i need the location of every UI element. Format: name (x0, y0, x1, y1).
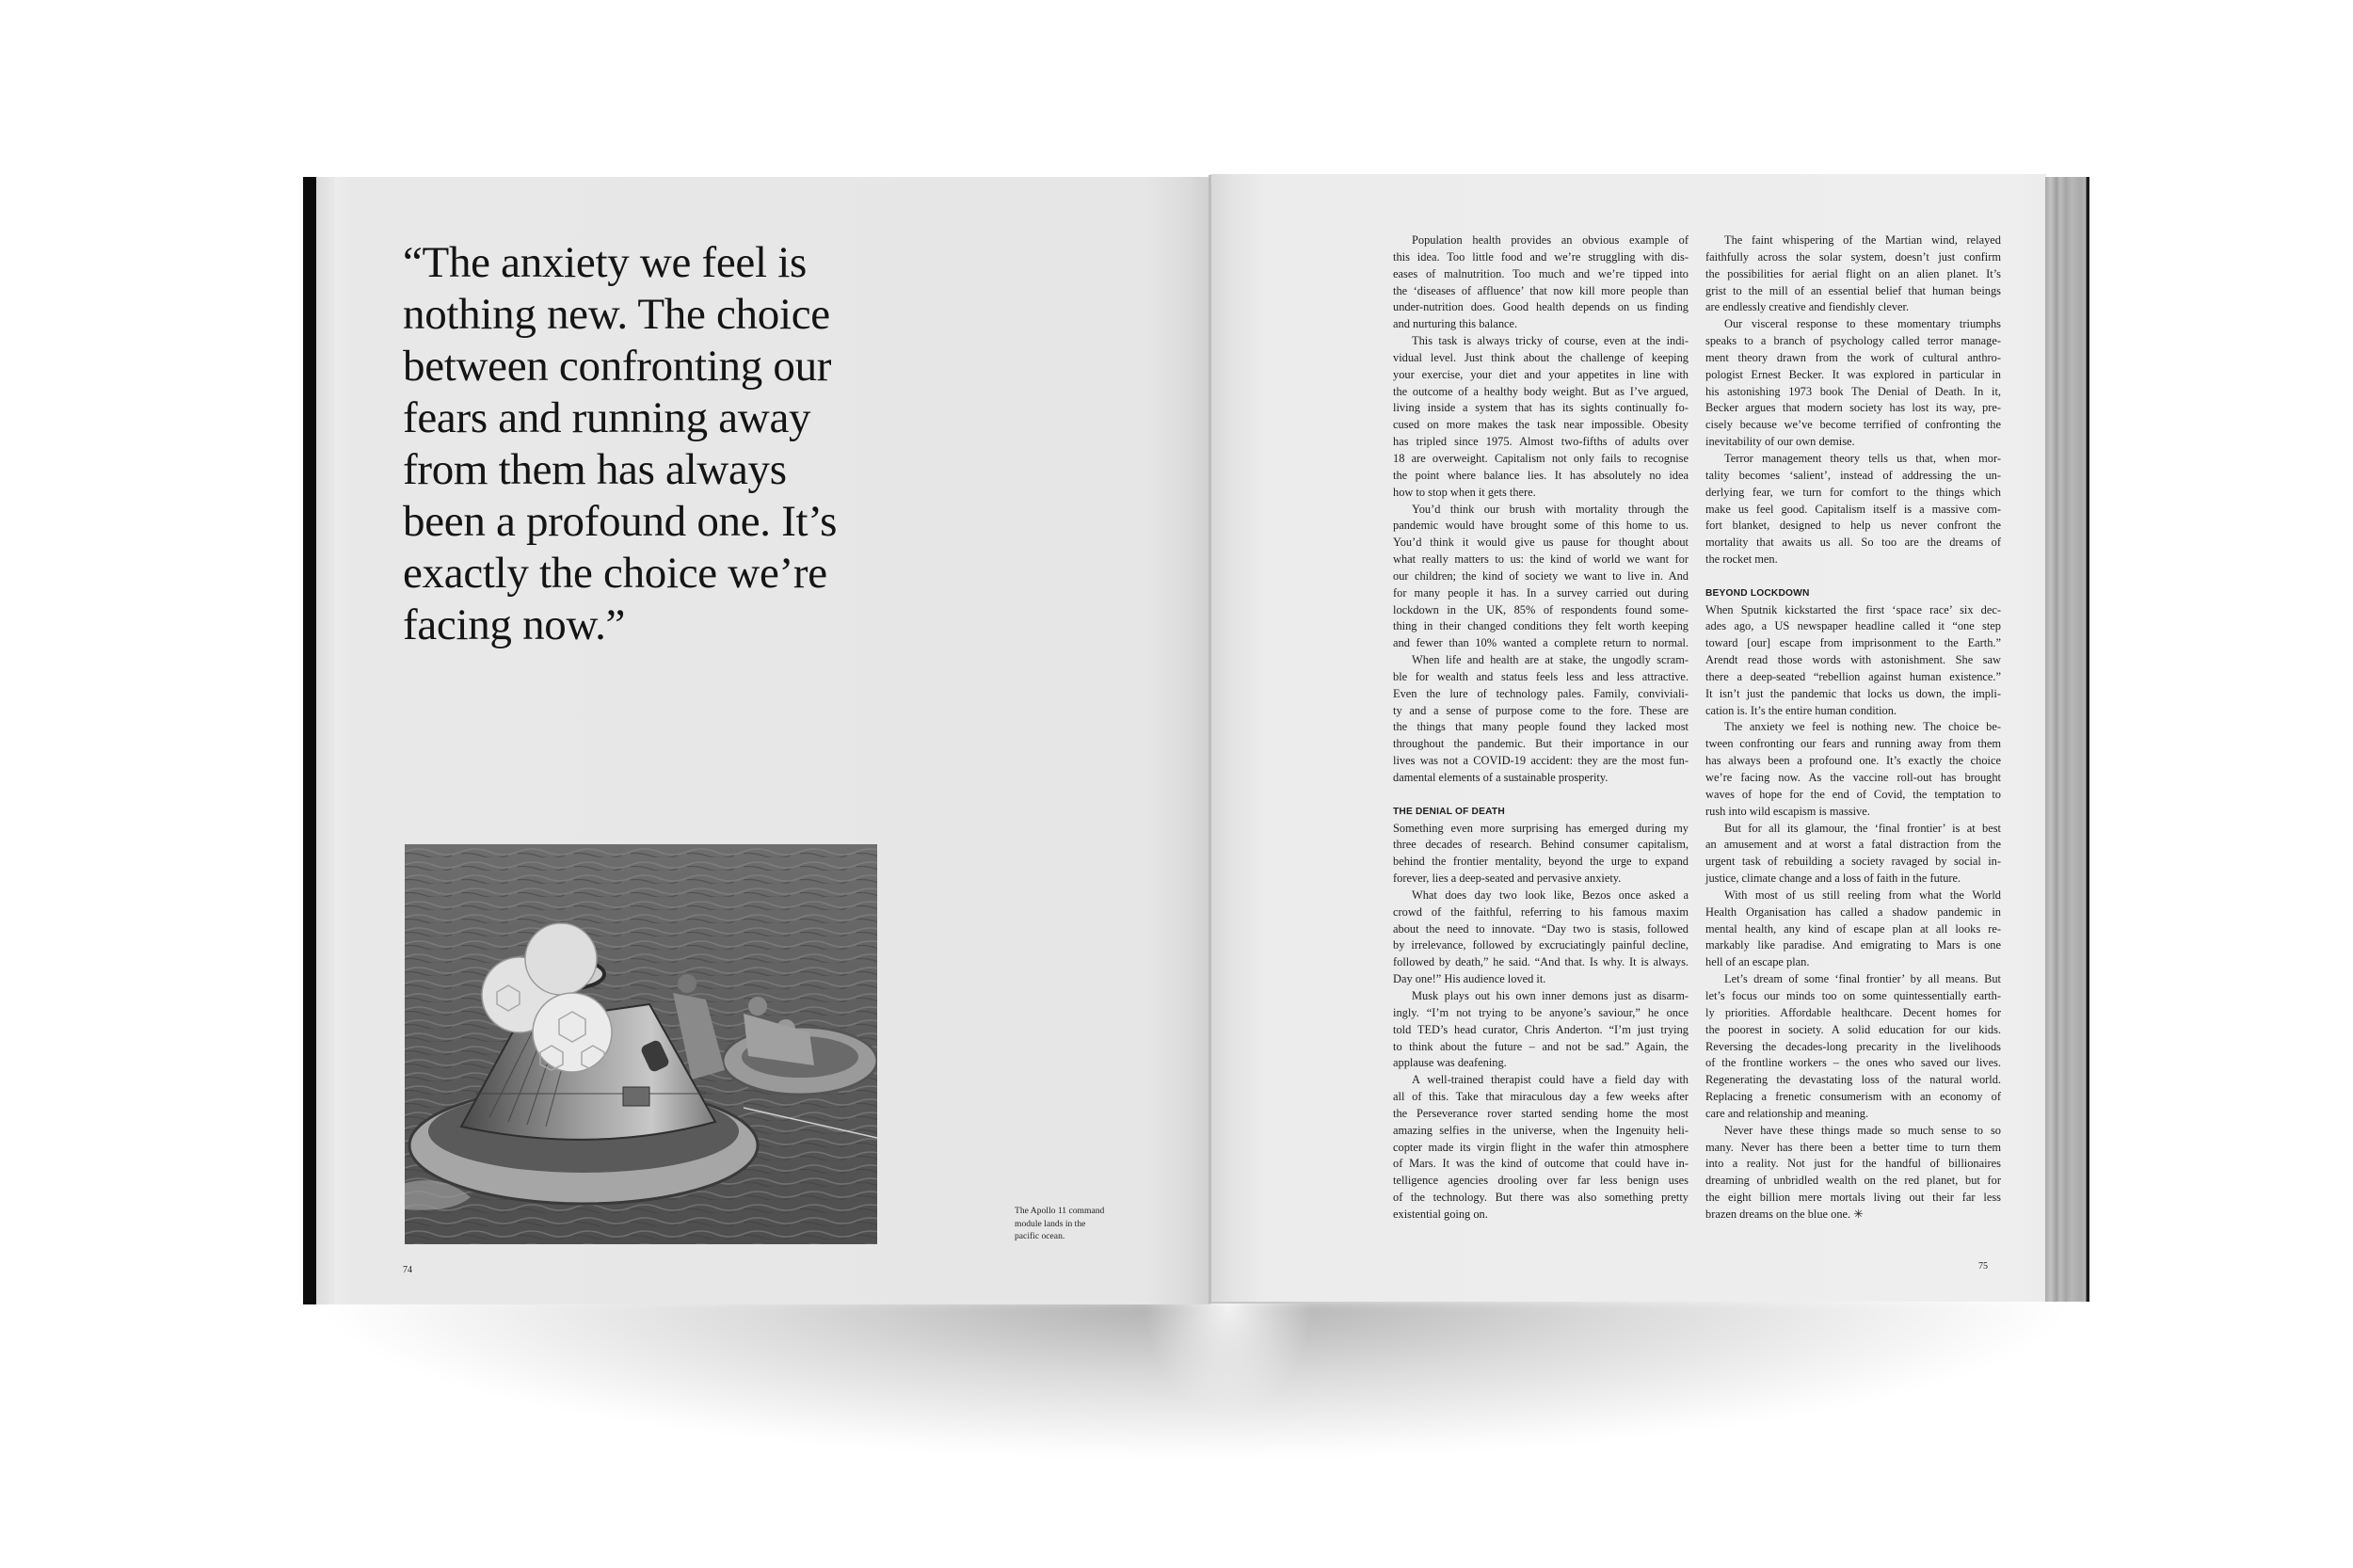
body-text-line: toward [our] escape from imprisonment to the Earth.” (1705, 636, 2001, 650)
body-text-line: of Mars. It was the kind of outcome that could have in- (1393, 1157, 1689, 1171)
body-text-line: into a reality. Not just for the handful of billionaires (1705, 1157, 2001, 1171)
body-text-line: Arendt read those words with astonishment. She saw (1705, 653, 2001, 667)
pull-quote-line: been a profound one. It’s (403, 497, 838, 546)
body-text-line: the Perseverance rover started sending home the most (1393, 1106, 1689, 1120)
body-text-line: copter made its virgin flight in the wafer thin atmosphere (1393, 1140, 1689, 1154)
body-text-line: Health Organisation has called a shadow pandemic in (1705, 904, 2001, 919)
body-text-line: ly priorities. Affordable healthcare. Decent homes for (1705, 1005, 2001, 1019)
body-text-line: You’d think it would give us pause for thought about (1393, 536, 1689, 550)
body-text-line: the things that many people found they lacked most (1393, 720, 1689, 734)
body-text-line: waves of hope for the end of Covid, the temptation to (1705, 787, 2001, 801)
body-text-line: mental health, any kind of escape plan at all looks re- (1705, 921, 2001, 936)
body-text-line: mortality that awaits us all. So too are the dreams of (1705, 536, 2001, 550)
body-text-line: This task is always tricky of course, even at the indi- (1412, 334, 1689, 348)
body-text-line: vidual level. Just think about the challenge of keeping (1393, 350, 1689, 364)
body-text-line: A well-trained therapist could have a field day with (1412, 1073, 1689, 1087)
body-text-line: throughout the pandemic. But their importance in our (1393, 737, 1689, 751)
left-page-edge-shading (316, 177, 335, 1304)
body-text-line: eases of malnutrition. Too much and we’re tipped into (1393, 266, 1689, 280)
body-text-line: 18 are overweight. Capitalism not only fails to recognise (1393, 451, 1689, 465)
body-text-line: Never have these things made so much sense to so (1724, 1123, 2001, 1137)
body-text-line: told TED’s head curator, Chris Anderton. “I’m just trying (1393, 1022, 1689, 1036)
body-text-line: The anxiety we feel is nothing new. The choice be- (1724, 720, 2001, 734)
body-text-line: When Sputnik kickstarted the first ‘space race’ six dec- (1705, 602, 2001, 616)
body-text-line: make us feel good. Capitalism itself is a massive com- (1705, 502, 2001, 516)
body-text-line: many. Never has there been a better time to turn them (1705, 1140, 2001, 1154)
body-text-line: has tripled since 1975. Almost two-fifths of adults over (1393, 435, 1689, 449)
body-text-line: Population health provides an obvious example of (1412, 233, 1689, 247)
body-text-line: You’d think our brush with mortality through the (1412, 502, 1689, 516)
right-page-stack-edge (2045, 177, 2089, 1302)
paragraph-gap (1393, 787, 1689, 804)
body-text-line: Replacing a frenetic consumerism with an economy of (1705, 1090, 2001, 1104)
body-text-line: Regenerating the devastating loss of the natural world. (1705, 1073, 2001, 1087)
body-text-line: amazing selfies in the universe, when the Ingenuity heli- (1393, 1123, 1689, 1137)
body-text-line: When life and health are at stake, the ungodly scram- (1412, 653, 1689, 667)
body-text-line: how to stop when it gets there. (1393, 485, 1536, 499)
body-text-line: of the frontline workers – the ones who saved our lives. (1705, 1056, 2001, 1070)
book-cover-edge (303, 177, 316, 1304)
body-text-line: and fewer than 10% wanted a complete return to normal. (1393, 636, 1689, 650)
body-text-line: grist to the mill of an essential belief that human beings (1705, 283, 2001, 297)
body-text-line: applause was deafening. (1393, 1056, 1507, 1070)
body-text-line: faithfully across the solar system, doesn’t just confirm (1705, 249, 2001, 264)
page-number-left: 74 (403, 1265, 412, 1275)
body-text-line: speaks to a branch of psychology called terror manage- (1705, 334, 2001, 348)
body-text-line: the outcome of a healthy body weight. But as I’ve argued, (1393, 384, 1689, 398)
body-text-line: his astonishing 1973 book The Denial of Death. In it, (1705, 384, 2001, 398)
body-text-line: Something even more surprising has emerged during my (1393, 821, 1689, 835)
body-text-line: What does day two look like, Bezos once asked a (1412, 888, 1689, 902)
body-text-line: thing in their changed conditions they felt worth keeping (1393, 619, 1689, 633)
body-text-line: The faint whispering of the Martian wind, relayed (1724, 233, 2001, 247)
body-text-line: With most of us still reeling from what the World (1724, 888, 2001, 902)
body-text-line: your exercise, your diet and your appetites in line with (1393, 367, 1689, 381)
body-text-line: Becker argues that modern society has lost its way, pre- (1705, 401, 2001, 415)
body-text-line: Let’s dream of some ‘final frontier’ by all means. But (1724, 972, 2001, 986)
section-heading: THE DENIAL OF DEATH (1393, 806, 1505, 817)
body-text-line: forever, lies a deep-seated and pervasive anxiety. (1393, 872, 1622, 886)
body-text-line: by irrelevance, followed by excruciatingly painful decline, (1393, 938, 1689, 952)
body-text-line: the poorest in society. A solid education for our kids. (1705, 1022, 2001, 1036)
body-text-line: the possibilities for aerial flight on an alien planet. It’s (1705, 266, 2001, 280)
body-text-line: lives was not a COVID-19 accident: they are the most fun- (1393, 754, 1689, 768)
body-text-line: we’re facing now. As the vaccine roll-out has brought (1705, 771, 2001, 784)
caption-line: module lands in the (1015, 1218, 1086, 1229)
body-text-line: derlying fear, we turn for comfort to the things which (1705, 485, 2001, 499)
body-text-line: about the need to innovate. “Day two is stasis, followed (1393, 921, 1689, 936)
section-heading: BEYOND LOCKDOWN (1705, 587, 1810, 599)
body-text-line: our children; the kind of society we want to live in. And (1393, 568, 1689, 583)
body-column-1 (1393, 232, 1689, 1224)
caption-line: The Apollo 11 command (1015, 1206, 1105, 1216)
body-text-line: under-nutrition does. Good health depends on us finding (1393, 300, 1689, 314)
body-text-line: rush into wild escapism is massive. (1705, 804, 1870, 818)
body-text-line: tality becomes ‘salient’, instead of addressing the un- (1705, 468, 2001, 482)
body-text-line: care and relationship and meaning. (1705, 1106, 1869, 1120)
body-text-line: cisely because we’ve become terrified of confronting the (1705, 418, 2001, 432)
body-text-line: are endlessly creative and fiendishly clever. (1705, 300, 1910, 314)
body-text-line: living inside a system that has its sights continually fo- (1393, 401, 1689, 415)
apollo-capsule-photo (405, 844, 877, 1244)
body-text-line: brazen dreams on the blue one. ✳ (1705, 1207, 1864, 1221)
body-text-line: It isn’t just the pandemic that locks us down, the impli- (1705, 686, 2001, 700)
body-text-line: behind the frontier mentality, beyond the urge to expand (1393, 855, 1689, 869)
body-text-line: and nurturing this balance. (1393, 317, 1518, 331)
body-text-line: lockdown in the UK, 85% of respondents found some- (1393, 602, 1689, 616)
body-text-line: ment theory drawn from the work of cultural anthro- (1705, 350, 2001, 364)
body-text-line: inevitability of our own demise. (1705, 435, 1855, 449)
body-text-line: an amusement and at worst a fatal distraction from the (1705, 838, 2001, 852)
body-text-line: pandemic would have brought some of this home to us. (1393, 519, 1689, 533)
body-text-line: Reversing the decades-long precarity in the livelihoods (1705, 1039, 2001, 1053)
body-text-line: to think about the future – and not be sad.” Again, the (1393, 1039, 1689, 1053)
body-text-line: ble for wealth and status feels less and less attractive. (1393, 669, 1689, 683)
body-text-line: ty and a sense of purpose come to the fore. These are (1393, 703, 1689, 717)
body-text-line: the point where balance lies. It has absolutely no idea (1393, 468, 1689, 482)
body-text-line: damental elements of a sustainable prosperity. (1393, 771, 1609, 784)
body-text-line: this idea. Too little food and we’re struggling with dis- (1393, 249, 1689, 264)
body-text-line: justice, climate change and a loss of faith in the future. (1705, 872, 1961, 886)
pull-quote-line: between confronting our (403, 342, 832, 391)
body-text-line: crowd of the faithful, referring to his famous maxim (1393, 904, 1689, 919)
body-text-line: urgent task of rebuilding a society ravaged by social in- (1705, 855, 2001, 869)
body-text-line: Musk plays out his own inner demons just as disarm- (1412, 988, 1689, 1002)
body-text-line: there a deep-seated “rebellion against human existence.” (1705, 669, 2001, 683)
pull-quote-line: exactly the choice we’re (403, 549, 827, 598)
book-shadow-highlight (1144, 1304, 1313, 1416)
body-text-line: markably like paradise. And emigrating to Mars is one (1705, 938, 2001, 952)
body-text-line: three decades of research. Behind consumer capitalism, (1393, 838, 1689, 852)
pull-quote-line: from them has always (403, 445, 787, 494)
body-text-line: the eight billion mere mortals living out their far less (1705, 1191, 2001, 1205)
body-text-line: dreaming of unbridled wealth on the red planet, but for (1705, 1174, 2001, 1188)
body-text-line: Our visceral response to these momentary triumphs (1724, 317, 2001, 331)
pull-quote-line: “The anxiety we feel is (403, 238, 807, 287)
body-text-line: ades ago, a US newspaper headline called it “one step (1705, 619, 2001, 633)
body-text-line: fort blanket, designed to help us never confront the (1705, 519, 2001, 533)
body-text-line: the rocket men. (1705, 552, 1778, 567)
body-text-line: Terror management theory tells us that, when mor- (1724, 451, 2001, 465)
paragraph-gap (1705, 568, 2001, 585)
pull-quote-line: facing now.” (403, 600, 626, 649)
body-text-line: all of this. Take that miraculous day a few weeks after (1393, 1090, 1689, 1104)
body-text-line: Day one!” His audience loved it. (1393, 972, 1546, 986)
body-text-line: of the technology. But there was also something pretty (1393, 1191, 1689, 1205)
pull-quote-line: nothing new. The choice (403, 290, 830, 339)
body-text-line: what really matters to us: the kind of world we want for (1393, 552, 1689, 567)
body-text-line: tween confronting our fears and running away from them (1705, 737, 2001, 751)
photo-caption (1015, 1205, 1118, 1243)
page-number-right: 75 (1978, 1261, 1988, 1272)
body-text-line: the ‘diseases of affluence’ that now kill more people than (1393, 283, 1689, 297)
body-text-line: hell of an escape plan. (1705, 955, 1810, 969)
body-text-line: has always been a profound one. It’s exactly the choice (1705, 754, 2001, 768)
body-text-line: ingly. “I’m not trying to be anyone’s saviour,” he once (1393, 1005, 1689, 1019)
body-text-line: cused on more makes the task near impossible. Obesity (1393, 418, 1689, 432)
body-text-line: for many people it has. In a survey carried out during (1393, 585, 1689, 600)
pull-quote-line: fears and running away (403, 393, 811, 442)
body-text-line: existential going on. (1393, 1207, 1488, 1221)
body-text-line: Even the lure of technology pales. Family, conviviali- (1393, 686, 1689, 700)
body-text-line: followed by death,” he said. “And that. Is why. It is always. (1393, 955, 1689, 969)
body-text-line: let’s focus our minds too on some quintessentially earth- (1705, 988, 2001, 1002)
body-text-line: telligence agencies drooling over far less benign uses (1393, 1174, 1689, 1188)
book-spine-gutter (1209, 175, 1211, 1304)
pull-quote (403, 237, 930, 651)
body-column-2 (1705, 232, 2001, 1224)
body-text-line: But for all its glamour, the ‘final frontier’ is at best (1724, 821, 2001, 835)
caption-line: pacific ocean. (1015, 1231, 1065, 1241)
body-text-line: pologist Ernest Becker. It was explored in particular in (1705, 367, 2001, 381)
body-text-line: cation is. It’s the entire human condition. (1705, 703, 1897, 717)
